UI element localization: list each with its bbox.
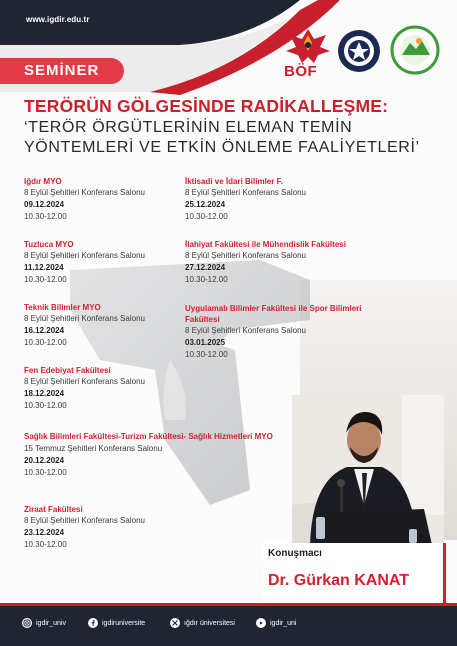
event-date: 27.12.2024 xyxy=(185,263,226,272)
schedule-entry xyxy=(185,240,385,286)
schedule-entry xyxy=(24,431,276,479)
event-time: 10.30-12.00 xyxy=(185,212,228,221)
speaker-name: Dr. Gürkan KANAT xyxy=(268,572,410,589)
faculty-name: Uygulamalı Bilimler Fakültesi ile Spor Bilimleri Fakültesi xyxy=(185,304,362,324)
faculty-name: Teknik Bilimler MYO xyxy=(24,303,101,312)
speaker-role: Konuşmacı xyxy=(268,548,322,559)
event-time: 10.30-12.00 xyxy=(24,401,67,410)
seminar-badge-label: SEMİNER xyxy=(24,62,100,79)
event-time: 10.30-12.00 xyxy=(24,338,67,347)
speaker-photo xyxy=(292,395,444,545)
social-x[interactable] xyxy=(170,618,235,628)
event-time: 10.30-12.00 xyxy=(185,350,228,359)
event-time: 10.30-12.00 xyxy=(24,275,67,284)
instagram-icon xyxy=(22,618,32,628)
facebook-icon xyxy=(88,618,98,628)
schedule-entry xyxy=(185,177,385,223)
event-time: 10.30-12.00 xyxy=(24,468,67,477)
social-youtube[interactable] xyxy=(256,618,296,628)
youtube-icon xyxy=(256,618,266,628)
event-time: 10.30-12.00 xyxy=(24,540,67,549)
hall-name: 8 Eylül Şehitleri Konferans Salonu xyxy=(24,377,145,386)
social-label: igdir_uni xyxy=(270,619,297,627)
x-twitter-icon xyxy=(170,618,180,628)
seminar-subtitle-line-2: YÖNTEMLERİ VE ETKİN ÖNLEME FAALİYETLERİ’ xyxy=(24,139,420,156)
schedule-entry xyxy=(24,505,254,551)
faculty-name: Tuzluca MYO xyxy=(24,240,74,249)
event-time: 10.30-12.00 xyxy=(24,212,67,221)
event-date: 09.12.2024 xyxy=(24,200,65,209)
event-date: 20.12.2024 xyxy=(24,456,65,465)
event-date: 18.12.2024 xyxy=(24,389,65,398)
social-instagram[interactable] xyxy=(22,618,66,628)
seminar-subtitle-line-1: ‘TERÖR ÖRGÜTLERİNİN ELEMAN TEMİN xyxy=(24,119,353,136)
social-label: igdiruniversite xyxy=(102,619,146,627)
website-url[interactable]: www.igdir.edu.tr xyxy=(26,15,90,24)
faculty-name: İlahiyat Fakültesi ile Mühendislik Fakültesi xyxy=(185,240,346,249)
faculty-name: İktisadi ve İdari Bilimler F. xyxy=(185,177,283,186)
igdir-university-seal xyxy=(388,25,442,75)
social-label: ığdır üniversitesi xyxy=(184,619,235,627)
hall-name: 8 Eylül Şehitleri Konferans Salonu xyxy=(185,251,306,260)
hall-name: 8 Eylül Şehitleri Konferans Salonu xyxy=(24,188,145,197)
police-academy-seal xyxy=(336,28,382,74)
hall-name: 8 Eylül Şehitleri Konferans Salonu xyxy=(185,326,306,335)
schedule-entry xyxy=(185,303,385,361)
hall-name: 8 Eylül Şehitleri Konferans Salonu xyxy=(24,516,145,525)
hall-name: 8 Eylül Şehitleri Konferans Salonu xyxy=(24,251,145,260)
event-date: 11.12.2024 xyxy=(24,263,64,272)
hall-name: 8 Eylül Şehitleri Konferans Salonu xyxy=(185,188,306,197)
event-date: 25.12.2024 xyxy=(185,200,226,209)
faculty-name: Fen Edebiyat Fakültesi xyxy=(24,366,111,375)
faculty-name: Sağlık Bilimleri Fakültesi-Turizm Fakültesi- Sağlık Hizmetleri MYO xyxy=(24,432,273,441)
event-time: 10.30-12.00 xyxy=(185,275,228,284)
faculty-name: Iğdır MYO xyxy=(24,177,62,186)
schedule-entry xyxy=(24,366,254,412)
social-facebook[interactable] xyxy=(88,618,145,628)
event-date: 03.01.2025 xyxy=(185,338,226,347)
hall-name: 15 Temmuz Şehitleri Konferans Salonu xyxy=(24,444,163,453)
social-label: igdir_univ xyxy=(36,619,66,627)
faculty-name: Ziraat Fakültesi xyxy=(24,505,83,514)
bof-logo-text: BÖF xyxy=(284,63,318,80)
speaker-card-accent xyxy=(443,543,446,603)
seminar-title: TERÖRÜN GÖLGESİNDE RADİKALLEŞME: xyxy=(24,96,389,116)
event-date: 16.12.2024 xyxy=(24,326,65,335)
hall-name: 8 Eylül Şehitleri Konferans Salonu xyxy=(24,314,145,323)
event-date: 23.12.2024 xyxy=(24,528,65,537)
